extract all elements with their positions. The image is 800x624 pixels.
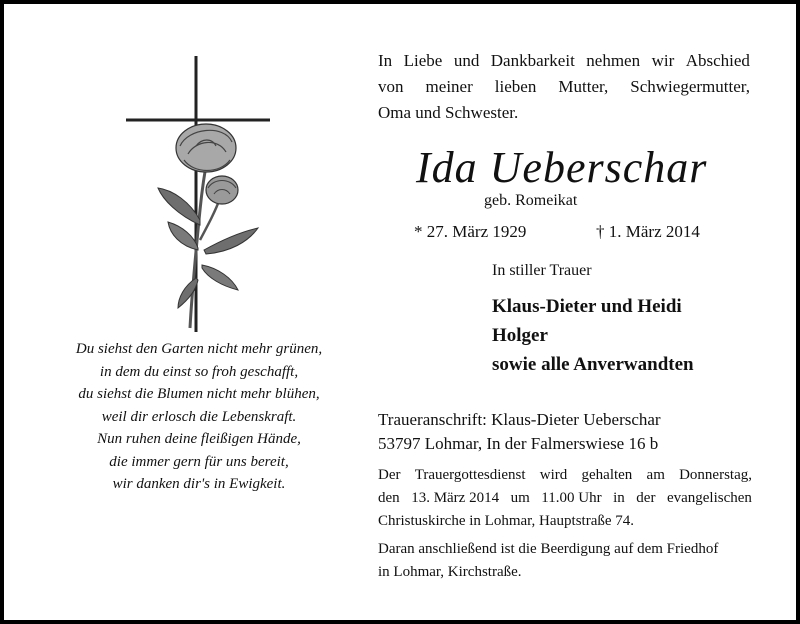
burial-line: Daran anschließend ist die Beerdigung auf dem Friedhof [378, 541, 719, 557]
service-word: am [646, 467, 665, 483]
service-word: Der [378, 467, 401, 483]
rose-icon [158, 124, 258, 328]
poem-line: Nun ruhen deine fleißigen Hände, [97, 431, 301, 447]
survivor-name: sowie alle Anverwandten [492, 354, 694, 375]
poem-line: Du siehst den Garten nicht mehr grünen, [75, 341, 323, 357]
intro-word: und [453, 51, 480, 70]
poem-line: die immer gern für uns bereit, [109, 453, 289, 470]
intro-word: Abschied [685, 51, 750, 70]
survivor-name: Holger [492, 325, 548, 346]
burial-line: in Lohmar, Kirchstraße. [378, 564, 522, 580]
poem-line: in dem du einst so froh geschafft, [99, 363, 299, 380]
intro-word: Schwiegermutter, [630, 77, 750, 96]
service-word: 11.00 Uhr [541, 490, 602, 506]
intro-word: Liebe [403, 51, 443, 70]
address-line: 53797 Lohmar, In der Falmerswiese 16 b [378, 434, 659, 453]
intro-line [378, 100, 750, 126]
service-word: der [636, 490, 656, 506]
burial-notice [378, 538, 752, 584]
service-word: den [378, 490, 400, 506]
deceased-name: Ida Ueberschar [416, 143, 708, 192]
mourning-address [378, 408, 661, 456]
service-word: gehalten [581, 467, 633, 483]
service-word: Donnerstag, [679, 467, 752, 483]
intro-word: Mutter, [558, 77, 609, 96]
service-word: evangelischen [666, 490, 752, 506]
intro-word: wir [651, 51, 675, 70]
service-word: Trauergottesdienst [414, 467, 526, 483]
intro-word: nehmen [586, 51, 641, 70]
mourning-label: In stiller Trauer [492, 262, 592, 279]
poem-line: weil dir erlosch die Lebenskraft. [101, 408, 297, 425]
intro-word: von [378, 77, 404, 96]
death-date: † 1. März 2014 [596, 222, 700, 241]
right-column [374, 4, 754, 620]
service-line [378, 464, 752, 487]
poem-line: wir danken dir's in Ewigkeit. [112, 476, 286, 492]
intro-word: Dankbarkeit [490, 51, 575, 70]
left-column [4, 4, 374, 620]
survivors-list [492, 292, 694, 379]
intro-word: In [378, 51, 393, 70]
intro-word: meiner [425, 77, 473, 96]
birth-date: * 27. März 1929 [414, 222, 527, 241]
service-word: in [613, 490, 625, 506]
address-line: Traueranschrift: Klaus-Dieter Ueberschar [378, 410, 661, 429]
poem-line: du siehst die Blumen nicht mehr blühen, [78, 386, 320, 402]
farewell-intro [378, 48, 750, 126]
service-notice [378, 464, 752, 533]
cross-icon [126, 56, 270, 332]
maiden-name: geb. Romeikat [484, 192, 578, 209]
service-word: um [510, 490, 530, 506]
memorial-poem [34, 338, 364, 496]
intro-word: lieben [494, 77, 537, 96]
service-word: wird [539, 467, 568, 483]
service-word: Christuskirche in Lohmar, Hauptstraße 74. [378, 513, 635, 529]
survivor-name: Klaus-Dieter und Heidi [492, 296, 682, 317]
intro-word: Oma und Schwester. [378, 103, 519, 122]
service-line [378, 487, 752, 510]
cross-rose-emblem [108, 50, 288, 340]
service-word: 13. März 2014 [411, 490, 500, 506]
service-line [378, 510, 752, 533]
intro-line [378, 74, 750, 100]
intro-line [378, 48, 750, 74]
